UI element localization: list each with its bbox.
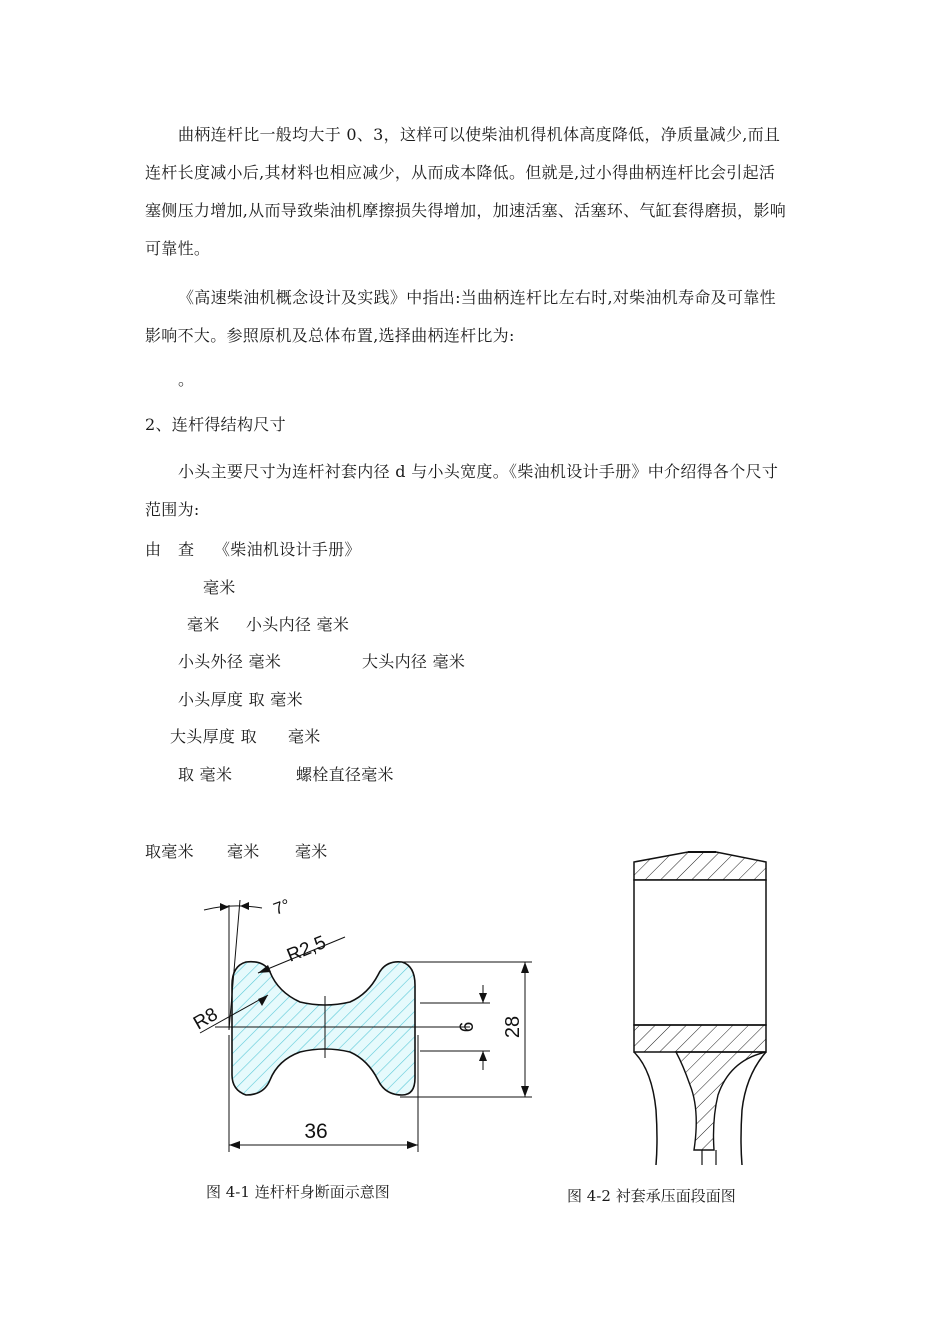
- para1-line2: 连杆长度减小后,其材料也相应减少，从而成本降低。但就是,过小得曲柄连杆比会引起活: [145, 163, 776, 182]
- figure2-caption: 图 4-2 衬套承压面段面图: [567, 1187, 736, 1205]
- i-beam-profile: [232, 962, 415, 1095]
- lookup-c: 《柴油机设计手册》: [214, 540, 361, 559]
- para3-line1: 小头主要尺寸为连杆衬套内径 d 与小头宽度。《柴油机设计手册》中介绍得各个尺寸: [178, 462, 779, 481]
- spec-line-4: 小头厚度 取 毫米: [178, 690, 303, 709]
- spec-line-5b: 毫米: [288, 727, 321, 746]
- angle-label: 7°: [270, 895, 293, 919]
- spec-line-7a: 取毫米: [145, 842, 194, 861]
- para1-line4: 可靠性。: [145, 239, 211, 258]
- period-line: 。: [178, 370, 195, 389]
- rod-section-diagram: [180, 885, 560, 1175]
- spec-line-6b: 螺栓直径毫米: [296, 765, 394, 784]
- bushing-section-diagram: [625, 845, 785, 1170]
- web-thickness-label: 6: [457, 1021, 478, 1033]
- para2-line2: 影响不大。参照原机及总体布置,选择曲柄连杆比为:: [145, 326, 515, 345]
- height-label: 28: [502, 1015, 524, 1039]
- para1-line3: 塞侧压力增加,从而导致柴油机摩擦损失得增加，加速活塞、活塞环、气缸套得磨损，影响: [145, 201, 787, 220]
- spec-line-6a: 取 毫米: [178, 765, 233, 784]
- radius-large-label: R8: [190, 1003, 222, 1035]
- lookup-b: 查: [178, 540, 195, 559]
- spec-line-1: 毫米: [203, 578, 236, 597]
- spec-line-5a: 大头厚度 取: [170, 727, 257, 746]
- spec-line-2b: 小头内径 毫米: [246, 615, 350, 634]
- figure1-caption: 图 4-1 连杆杆身断面示意图: [206, 1183, 390, 1201]
- radius-small-label: R2,5: [284, 932, 330, 967]
- spec-line-2a: 毫米: [187, 615, 220, 634]
- spec-line-7c: 毫米: [295, 842, 328, 861]
- lookup-a: 由: [145, 540, 162, 559]
- spec-line-7b: 毫米: [227, 842, 260, 861]
- para2-line1: 《高速柴油机概念设计及实践》中指出:当曲柄连杆比左右时,对柴油机寿命及可靠性: [178, 288, 776, 307]
- width-label: 36: [304, 1120, 328, 1143]
- spec-line-3a: 小头外径 毫米: [178, 652, 282, 671]
- section-heading: 2、连杆得结构尺寸: [145, 415, 286, 434]
- spec-line-3b: 大头内径 毫米: [362, 652, 466, 671]
- para1-line1: 曲柄连杆比一般均大于 0、3，这样可以使柴油机得机体高度降低，净质量减少,而且: [178, 125, 781, 144]
- para3-line2: 范围为:: [145, 500, 200, 519]
